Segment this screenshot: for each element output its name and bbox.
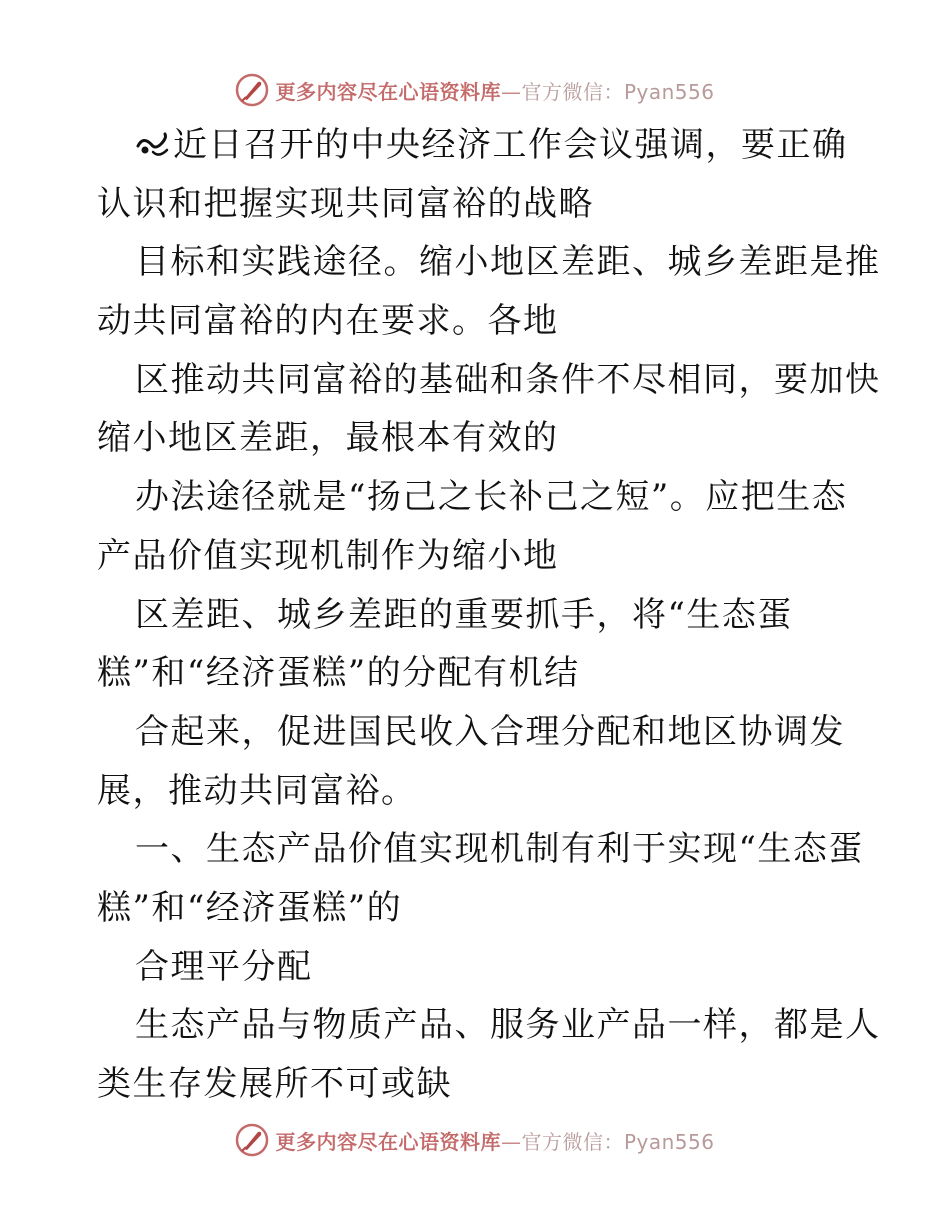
paragraph-line: 合起来，促进国民收入合理分配和地区协调发 <box>135 711 845 752</box>
paragraph-line: 类生存发展所不可或缺 <box>97 1064 452 1104</box>
section-heading-line: 合理平分配 <box>135 946 313 987</box>
header-watermark <box>0 70 950 110</box>
paragraph-line: 产品价值实现机制作为缩小地 <box>97 535 559 576</box>
paragraph-line: 区推动共同富裕的基础和条件不尽相同，要加快 <box>135 359 881 400</box>
watermark-brand: 更多内容尽在心语资料库 <box>275 1129 501 1154</box>
curl-ornament-icon <box>135 130 171 160</box>
watermark-text <box>275 76 714 105</box>
paragraph-line: 区差距、城乡差距的重要抓手，将“生态蛋 <box>135 594 793 635</box>
watermark-brand: 更多内容尽在心语资料库 <box>275 79 501 104</box>
paragraph-line: 办法途径就是“扬己之长补己之短”。应把生态 <box>135 477 848 518</box>
feather-pen-logo-icon <box>235 1123 269 1157</box>
watermark-contact: 官方微信：Pyan556 <box>521 79 715 104</box>
paragraph-line: 目标和实践途径。缩小地区差距、城乡差距是推 <box>135 242 881 283</box>
section-heading-line: 糕”和“经济蛋糕”的 <box>97 887 403 928</box>
paragraph-line: 认识和把握实现共同富裕的战略 <box>97 183 594 224</box>
paragraph-line: 糕”和“经济蛋糕”的分配有机结 <box>97 653 580 694</box>
footer-watermark <box>0 1120 950 1160</box>
feather-pen-logo-icon <box>235 73 269 107</box>
paragraph-line: 缩小地区差距，最根本有效的 <box>97 418 559 459</box>
paragraph-line: 展，推动共同富裕。 <box>97 770 417 811</box>
document-body <box>97 116 881 1114</box>
section-heading-line: 一、生态产品价值实现机制有利于实现“生态蛋 <box>135 829 864 870</box>
paragraph-line: 动共同富裕的内在要求。各地 <box>97 301 559 342</box>
paragraph-line: 生态产品与物质产品、服务业产品一样，都是人 <box>135 1005 881 1046</box>
paragraph-line <box>97 116 857 175</box>
line-text: 近日召开的中央经济工作会议强调，要正确 <box>173 125 848 165</box>
watermark-text <box>275 1126 714 1155</box>
watermark-separator: — <box>500 79 522 104</box>
watermark-separator: — <box>500 1129 522 1154</box>
watermark-contact: 官方微信：Pyan556 <box>521 1129 715 1154</box>
